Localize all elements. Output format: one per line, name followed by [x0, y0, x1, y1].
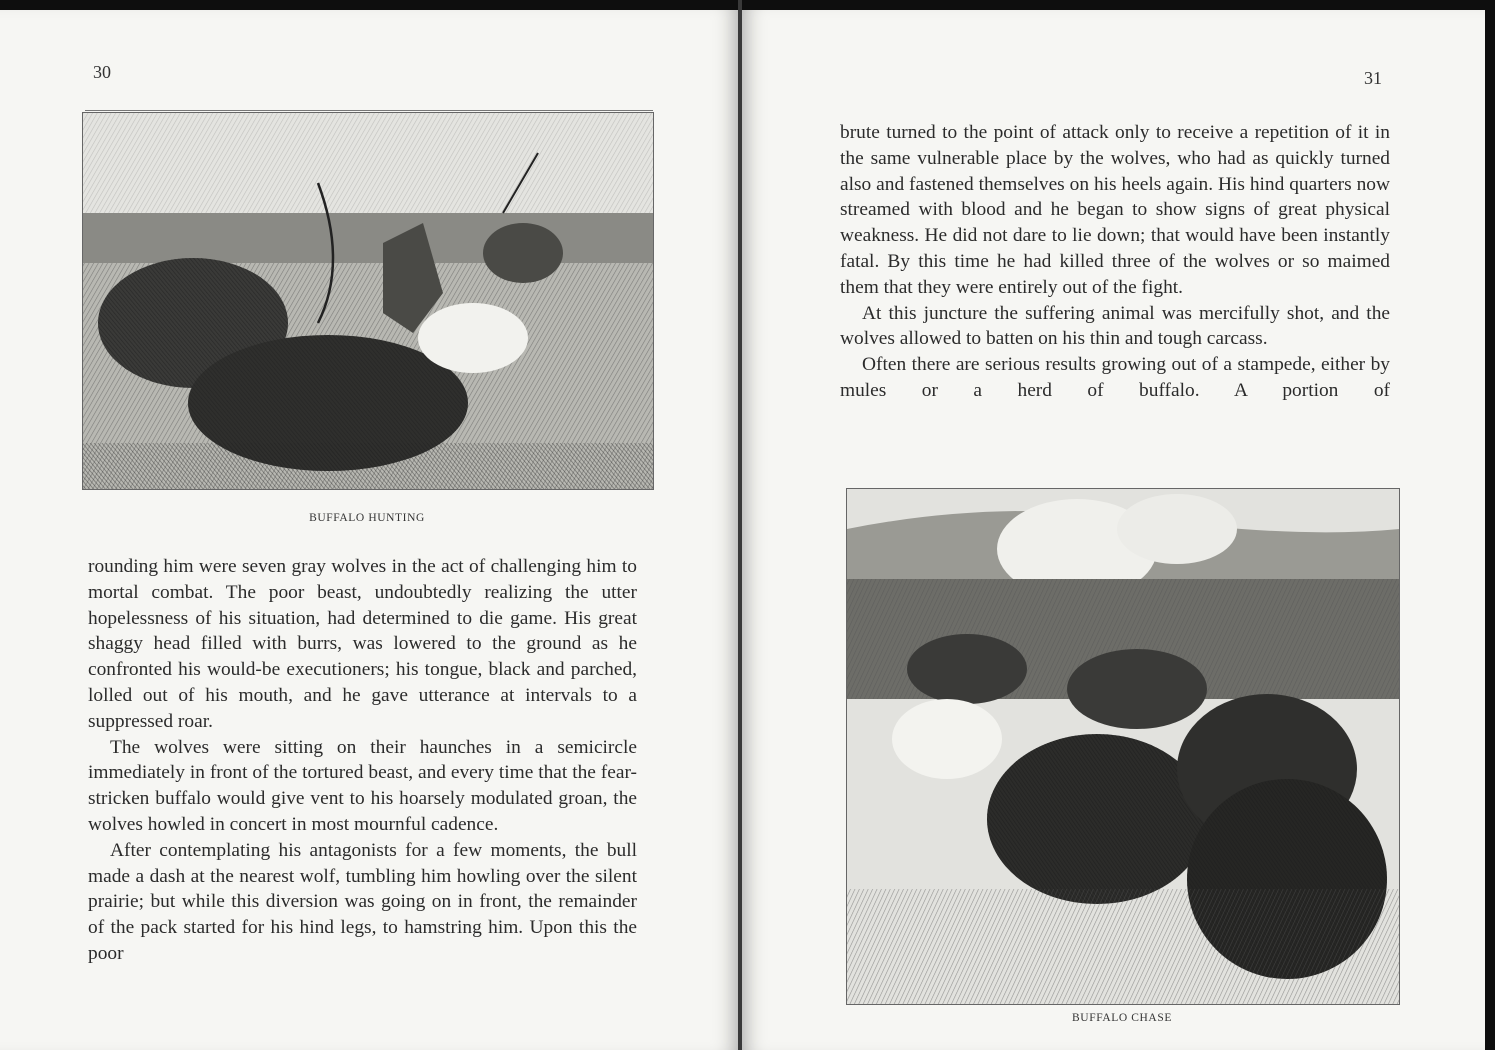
right-page-text — [840, 120, 1390, 404]
paragraph: brute turned to the point of attack only to receive a repetition of it in the same vulnerable place by the wolves, who had as quickly turned also and fastened themselves on his heels again. His hind quarters now streamed with blood and he began to show signs of great physical weakness. He did not dare to lie down; that would have been instantly fatal. By this time he had killed three of the wolves or so maimed them that they were entirely out of the fight. — [840, 122, 1390, 298]
page-number: 30 — [93, 62, 111, 82]
figure-caption: BUFFALO HUNTING — [309, 512, 425, 524]
paragraph: The wolves were sitting on their haunches in a semicircle immediately in front of the tortured beast, and every time that the fear-stricken buffalo would give vent to his hoarsely modulated groan, the wolves howled in concert in most mournful cadence. — [88, 736, 637, 835]
paragraph: At this juncture the suffering animal was mercifully shot, and the wolves allowed to batten on his thin and tough carcass. — [840, 302, 1390, 350]
right-page — [742, 10, 1485, 1050]
page-number: 31 — [1364, 68, 1382, 88]
paragraph: After contemplating his antagonists for a few moments, the bull made a dash at the nearest wolf, tumbling him howling over the silent prairie; but while this diversion was going on in front, the remainder of the pack started for his hind legs, to hamstring him. Upon this the poor — [88, 839, 637, 964]
buffalo-chase-engraving — [846, 488, 1400, 1005]
header-rule — [85, 110, 653, 111]
paragraph: rounding him were seven gray wolves in the act of challenging him to mortal combat. The poor beast, undoubtedly realizing the utter hopelessness of his situation, had determined to die game. His great shaggy head filled with burrs, was lowered to the ground as he confronted his would-be executioners; his tongue, black and parched, lolled out of his mouth, and he gave utterance at intervals to a suppressed roar. — [88, 556, 637, 732]
paragraph: Often there are serious results growing out of a stampede, either by mules or a herd of buffalo. A portion of — [840, 354, 1390, 401]
left-page — [0, 10, 738, 1050]
buffalo-hunting-engraving — [82, 112, 654, 490]
figure-caption: BUFFALO CHASE — [1072, 1012, 1172, 1024]
left-page-text — [88, 554, 637, 967]
